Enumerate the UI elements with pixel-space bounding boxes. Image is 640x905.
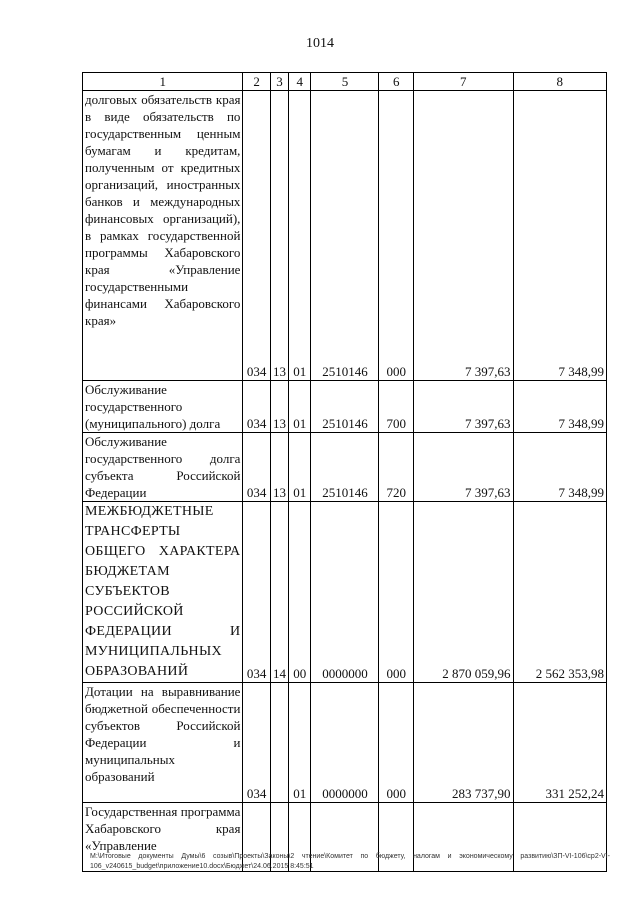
cell-amount-1: 283 737,90 — [413, 683, 513, 803]
row-description: Обслуживание государственного (муниципального) долга — [83, 381, 243, 433]
cell-target-article: 2510146 — [311, 91, 379, 381]
cell-section: 13 — [270, 433, 288, 502]
header-row — [83, 73, 607, 91]
row-description: долговых обязательств края в виде обязательств по государственным ценным бумагам и кредитам, полученным от кредитных организаций, иностранных банков и международных финансовых организаций), в рамках государственной программы Хабаровского края «Управление государственными финансами Хабаровского края» — [83, 91, 243, 381]
cell-subsection: 01 — [289, 683, 311, 803]
cell-amount-2: 2 562 353,98 — [513, 502, 607, 683]
table-row — [83, 683, 607, 803]
header-col-2: 2 — [243, 73, 270, 91]
cell-section: 14 — [270, 502, 288, 683]
header-col-4: 4 — [289, 73, 311, 91]
cell-admin-code: 034 — [243, 381, 270, 433]
header-col-7: 7 — [413, 73, 513, 91]
cell-section — [270, 683, 288, 803]
header-col-6: 6 — [379, 73, 414, 91]
budget-table — [82, 72, 607, 872]
table-row — [83, 433, 607, 502]
cell-expense-type: 720 — [379, 433, 414, 502]
cell-amount-1: 7 397,63 — [413, 91, 513, 381]
cell-subsection: 01 — [289, 381, 311, 433]
cell-section: 13 — [270, 91, 288, 381]
cell-expense-type: 700 — [379, 381, 414, 433]
cell-amount-1: 7 397,63 — [413, 433, 513, 502]
table-row — [83, 502, 607, 683]
cell-target-article: 0000000 — [311, 683, 379, 803]
header-col-3: 3 — [270, 73, 288, 91]
cell-target-article: 0000000 — [311, 502, 379, 683]
cell-subsection: 01 — [289, 433, 311, 502]
row-description: Обслуживание государственного долга субъекта Российской Федерации — [83, 433, 243, 502]
page-number: 1014 — [306, 36, 334, 51]
cell-amount-1: 2 870 059,96 — [413, 502, 513, 683]
cell-section: 13 — [270, 381, 288, 433]
header-col-1: 1 — [83, 73, 243, 91]
cell-expense-type: 000 — [379, 502, 414, 683]
cell-target-article: 2510146 — [311, 433, 379, 502]
header-col-5: 5 — [311, 73, 379, 91]
cell-subsection: 00 — [289, 502, 311, 683]
table-row — [83, 381, 607, 433]
header-col-8: 8 — [513, 73, 607, 91]
cell-expense-type: 000 — [379, 91, 414, 381]
cell-admin-code: 034 — [243, 683, 270, 803]
footer-file-path: M:\Итоговые документы Думы\6 созыв\Проекты\Законы\2 чтение\Комитет по бюджету, налогам и экономическому развитию\ЗП-VI-106\ср2-VI-106_v240615_budget\приложение10.docx\Бюджет\24.06.2015 8:45:51 — [90, 853, 610, 870]
cell-admin-code: 034 — [243, 433, 270, 502]
cell-amount-2: 7 348,99 — [513, 381, 607, 433]
row-description: Государственная программа Хабаровского края «Управление — [83, 803, 243, 872]
cell-admin-code: 034 — [243, 91, 270, 381]
table-row — [83, 91, 607, 381]
cell-amount-2: 331 252,24 — [513, 683, 607, 803]
row-description: МЕЖБЮДЖЕТНЫЕ ТРАНСФЕРТЫ ОБЩЕГО ХАРАКТЕРА БЮДЖЕТАМ СУБЪЕКТОВ РОССИЙСКОЙ ФЕДЕРАЦИИ И МУНИЦИПАЛЬНЫХ ОБРАЗОВАНИЙ — [83, 502, 243, 683]
cell-amount-2: 7 348,99 — [513, 91, 607, 381]
cell-target-article: 2510146 — [311, 381, 379, 433]
cell-expense-type: 000 — [379, 683, 414, 803]
cell-amount-1: 7 397,63 — [413, 381, 513, 433]
row-description: Дотации на выравнивание бюджетной обеспеченности субъектов Российской Федерации и муниципальных образований — [83, 683, 243, 803]
cell-amount-2: 7 348,99 — [513, 433, 607, 502]
cell-subsection: 01 — [289, 91, 311, 381]
cell-admin-code: 034 — [243, 502, 270, 683]
